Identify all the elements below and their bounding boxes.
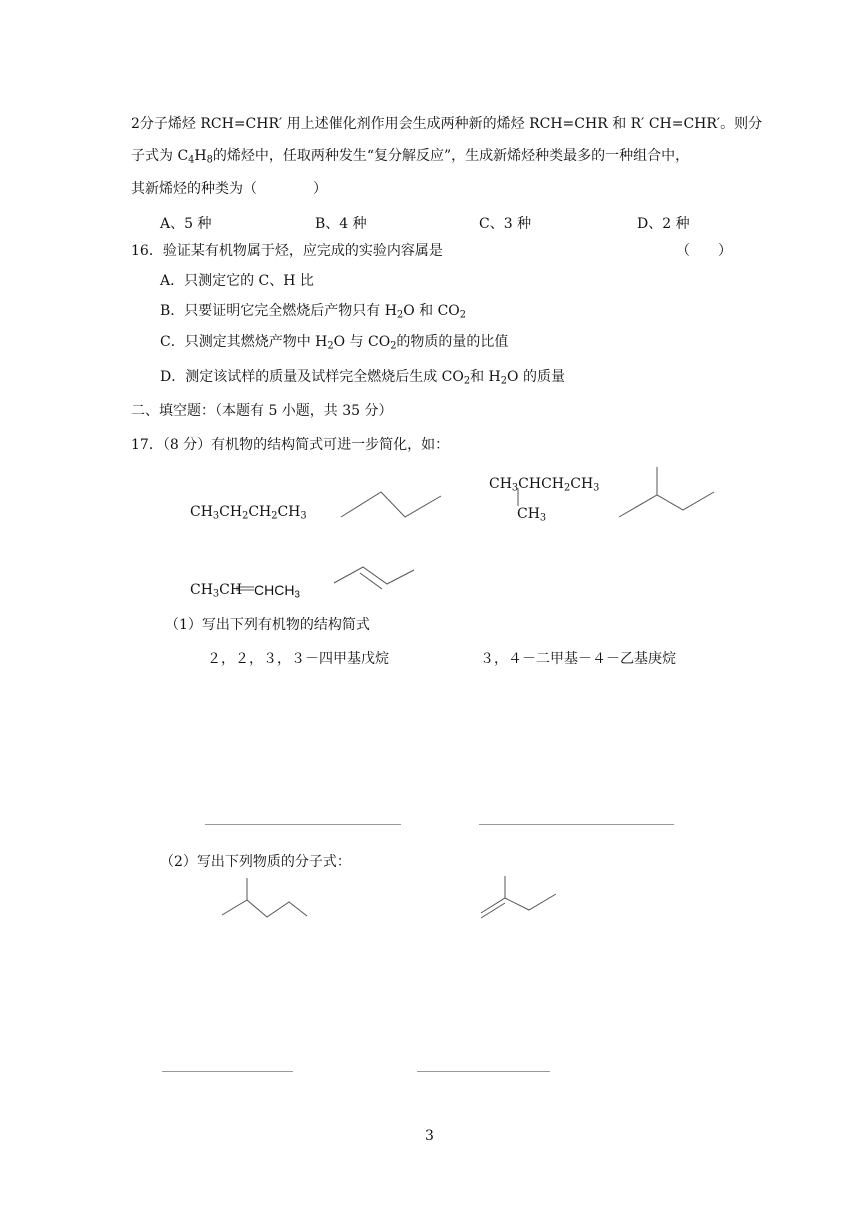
q17-part2: （2）写出下列物质的分子式：	[160, 854, 351, 870]
q15-line2-sub1: 4	[188, 154, 195, 166]
f1s1: 3	[212, 510, 220, 522]
q15-line2-sub2: 8	[206, 154, 213, 166]
example-butene-formula-right	[254, 582, 300, 600]
q17-stem: 17．（8 分）有机物的结构简式可进一步简化，如：	[131, 437, 450, 453]
q16-d-sub2: 2	[500, 375, 508, 387]
q16-answer-paren: （ ）	[676, 243, 732, 259]
f3s2: 3	[294, 589, 300, 601]
example-isopentane-formula-branch	[517, 506, 546, 523]
f1d: CH	[277, 504, 301, 520]
methylbutene-skeleton	[481, 894, 556, 913]
answer-line-4[interactable]	[417, 1071, 550, 1072]
q15-line2-c: 的烯烃中，任取两种发生“复分解反应”，生成新烯烃种类最多的一种组合中，	[212, 148, 690, 164]
f2s3: 3	[593, 482, 600, 494]
f2a: CH	[489, 476, 512, 492]
example-butene-formula	[190, 582, 242, 599]
q16-b-text2: O 和 CO	[403, 303, 460, 319]
f3c: CHCH	[254, 582, 295, 598]
q15-line2-a: 子式为 C	[131, 148, 189, 164]
q16-b-sub1: 2	[396, 309, 404, 321]
f1a: CH	[190, 504, 213, 520]
methylpentane-skeleton	[222, 900, 307, 917]
q15-option-c: C、3 种	[479, 216, 532, 232]
q16-c-sub2: 2	[390, 340, 397, 352]
f1c: CH	[248, 504, 272, 520]
q16-c-text2: O 与 CO	[333, 334, 391, 350]
q16-d-text2: 和 H	[470, 369, 501, 385]
f3b: CH	[219, 582, 243, 598]
q16-stem: 16．验证某有机物属于烃，应完成的实验内容属是	[131, 243, 443, 259]
butene-double-bond	[360, 573, 382, 589]
f2c: CH	[570, 476, 594, 492]
isopentane-skeleton	[619, 492, 714, 517]
butane-skeleton	[341, 492, 441, 517]
q17-part1: （1）写出下列有机物的结构简式	[165, 617, 370, 633]
f2d: CH	[517, 506, 540, 522]
page-number: 3	[425, 1128, 434, 1144]
q16-b-sub2: 2	[459, 309, 466, 321]
q15-line2	[131, 145, 689, 165]
f2s1: 3	[511, 482, 519, 494]
f1b: CH	[219, 504, 243, 520]
q15-line3: 其新烯烃的种类为（ ）	[131, 181, 327, 197]
q15-option-a: A、5 种	[160, 216, 212, 232]
q15-option-b: B、4 种	[315, 216, 367, 232]
answer-line-1[interactable]	[205, 824, 401, 825]
q16-c-text3: 的物质的量的比值	[396, 334, 509, 350]
q15-option-d: D、2 种	[637, 216, 690, 232]
answer-line-3[interactable]	[162, 1071, 293, 1072]
f3s1: 3	[212, 588, 220, 600]
answer-line-2[interactable]	[479, 824, 674, 825]
methylbutene-double-bond	[481, 903, 505, 918]
q16-d-sub1: 2	[463, 375, 471, 387]
butene-skeleton	[334, 567, 414, 584]
q16-c-text1: C．只测定其燃烧产物中 H	[160, 334, 328, 350]
f2s2: 2	[564, 482, 571, 494]
section-2-title: 二、填空题：（本题有 5 小题，共 35 分）	[131, 403, 393, 419]
f1s3: 2	[271, 510, 278, 522]
q16-option-a: A．只测定它的 C、H 比	[160, 273, 314, 289]
q16-option-d	[160, 366, 565, 386]
example-butane-formula	[190, 504, 307, 521]
f1s4: 3	[300, 510, 307, 522]
f3a: CH	[190, 582, 213, 598]
q17-part1-name1: ２，２，３，３－四甲基戊烷	[207, 651, 389, 667]
q16-option-c	[160, 331, 508, 351]
f2s4: 3	[539, 512, 547, 524]
f1s2: 2	[242, 510, 249, 522]
q15-line1-text: 2分子烯烃 RCH=CHR′ 用上述催化剂作用会生成两种新的烯烃 RCH=CHR 和 R′ CH=CHR′。则分	[131, 116, 763, 132]
q16-option-b	[160, 300, 466, 320]
q16-d-text3: O 的质量	[507, 369, 565, 385]
f2b: CHCH	[518, 476, 564, 492]
q16-b-text1: B．只要证明它完全燃烧后产物只有 H	[160, 303, 397, 319]
q15-line1	[131, 113, 762, 133]
q16-c-sub1: 2	[327, 340, 334, 352]
q15-line2-b: H	[194, 148, 207, 164]
q16-d-text1: D．测定该试样的质量及试样完全燃烧后生成 CO	[160, 369, 464, 385]
q17-part1-name2: ３，４－二甲基－４－乙基庚烷	[480, 651, 676, 667]
example-isopentane-formula-top	[489, 476, 599, 493]
